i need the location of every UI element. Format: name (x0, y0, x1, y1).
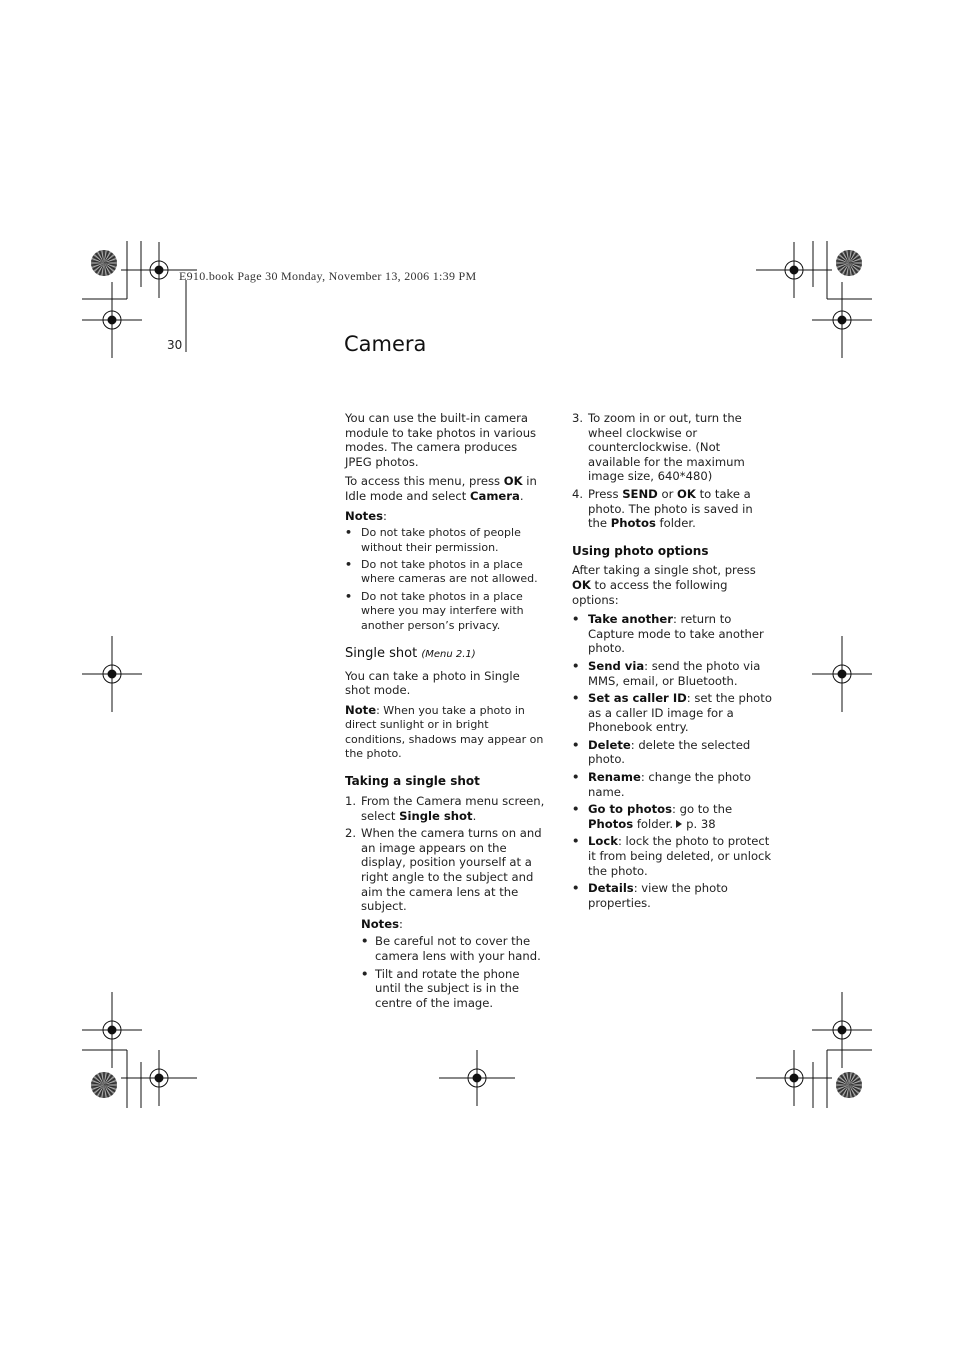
single-shot-paragraph: You can take a photo in Single shot mode. (345, 668, 520, 698)
list-item: 3. To zoom in or out, turn the wheel clockwise or counterclockwise. (Not available for the maximum image size, 640*480) (572, 411, 745, 484)
notes-heading: Notes: (345, 508, 387, 523)
access-paragraph: To access this menu, press OK in Idle mode and select Camera. (345, 474, 537, 503)
list-item: • Do not take photos in a place where you may interfere with another person’s privacy. (345, 590, 545, 633)
list-item: • Be careful not to cover the camera lens with your hand. (361, 934, 545, 963)
notes-list (345, 526, 545, 633)
step2-notes: Notes: • Be careful not to cover the camera lens with your hand. • Tilt and rotate the phone until the subject is in the centre of the image. (361, 917, 545, 1011)
options-intro: After taking a single shot, press OK to access the following options: (572, 563, 756, 607)
registration-starburst-icon (91, 1072, 117, 1098)
steps-list (345, 794, 545, 1010)
list-item: 2. When the camera turns on and an image appears on the display, position yourself at a right angle to the subject and aim the camera lens at the subject. Notes: • Be careful not to cover the camera lens with your hand. • Tilt and rotate the phone until the subject is in the centre of the image. (345, 826, 545, 1010)
subheading-taking-single-shot: Taking a single shot (345, 774, 480, 789)
registration-starburst-icon (836, 250, 862, 276)
registration-starburst-icon (91, 250, 117, 276)
subheading-photo-options: Using photo options (572, 543, 709, 558)
list-item: 1. From the Camera menu screen, select Single shot. (345, 794, 545, 823)
list-item: • Do not take photos of people without their permission. (345, 526, 545, 555)
right-column (572, 411, 772, 915)
options-list (572, 612, 772, 910)
list-item: • Go to photos: go to the Photos folder. p. 38 (572, 802, 772, 831)
list-item: • Rename: change the photo name. (572, 770, 772, 799)
registration-starburst-icon (836, 1072, 862, 1098)
note-paragraph: Note: When you take a photo in direct sunlight or in bright conditions, shadows may appear on the photo. (345, 702, 544, 760)
list-item: • Send via: send the photo via MMS, email, or Bluetooth. (572, 659, 772, 688)
list-item: • Delete: delete the selected photo. (572, 738, 772, 767)
page-title: Camera (344, 332, 427, 356)
list-item: • Set as caller ID: set the photo as a caller ID image for a Phonebook entry. (572, 691, 772, 735)
intro-paragraph: You can use the built-in camera module to take photos in various modes. The camera produces JPEG photos. (345, 411, 537, 469)
page-number: 30 (167, 338, 183, 352)
section-heading-single-shot: Single shot (Menu 2.1) (345, 646, 476, 661)
page-reference-arrow-icon (676, 820, 682, 828)
steps-list-continued (572, 411, 772, 531)
print-header-line: E910.book Page 30 Monday, November 13, 2006 1:39 PM (179, 269, 477, 283)
list-item: • Do not take photos in a place where cameras are not allowed. (345, 558, 545, 587)
list-item: 4. Press SEND or OK to take a photo. The photo is saved in the Photos folder. (572, 486, 753, 531)
list-item: • Take another: return to Capture mode to take another photo. (572, 612, 772, 656)
list-item: • Lock: lock the photo to protect it from being deleted, or unlock the photo. (572, 834, 772, 878)
list-item: • Tilt and rotate the phone until the subject is in the centre of the image. (361, 967, 545, 1011)
list-item: • Details: view the photo properties. (572, 881, 772, 910)
left-column (345, 411, 545, 1015)
